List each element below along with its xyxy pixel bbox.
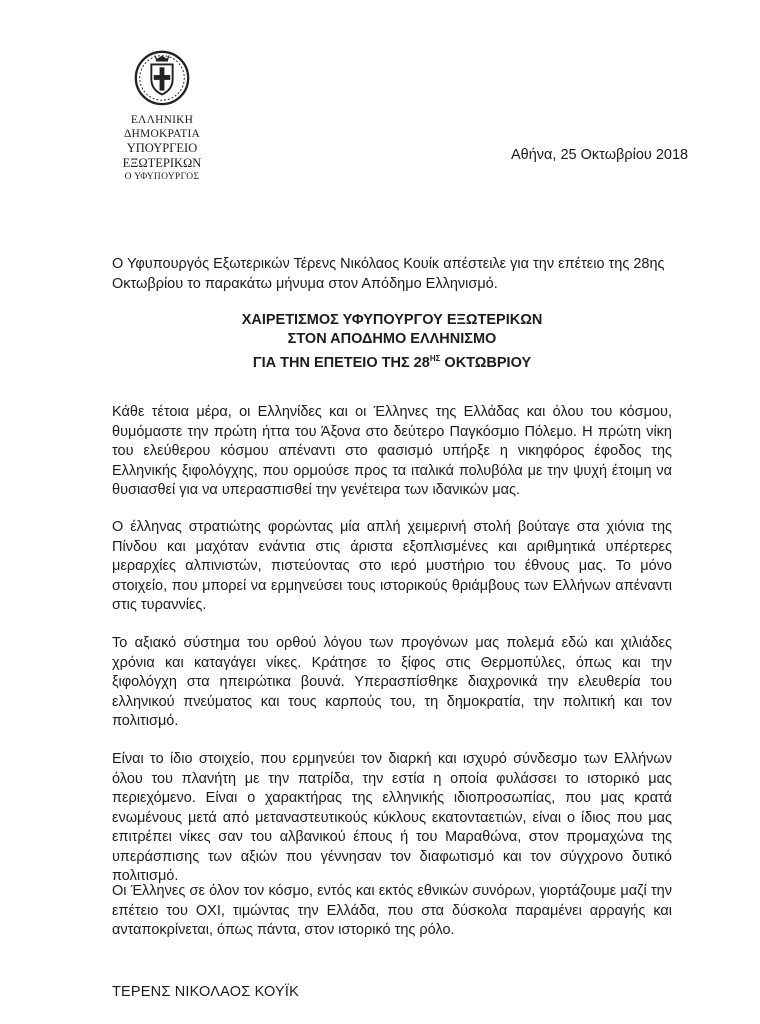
heading-line-2: ΣΤΟΝ ΑΠΟΔΗΜΟ ΕΛΛΗΝΙΣΜΟ <box>287 331 497 347</box>
body-paragraph-2: Ο έλληνας στρατιώτης φορώντας μία απλή χειμερινή στολή βούταγε στα χιόνια της Πίνδου και μαχόταν ενάντια στις άριστα εξοπλισμένες και αριθμητικά υπέρτερες μεραρχίες αλπινιστών, πιστεύοντας στο ιερό μυστήριο του έθνους μας. Το μόνο στοιχείο, που μπορεί να ερμηνεύσει τους ιστορικούς θριάμβους των Ελλήνων απέναντι στις τυραννίες. <box>112 519 672 613</box>
letterhead <box>96 46 228 184</box>
heading-month: ΟΚΤΩΒΡΙΟΥ <box>440 355 532 371</box>
letterhead-ministry: ΥΠΟΥΡΓΕΙΟ ΕΞΩΤΕΡΙΚΩΝ <box>122 141 202 170</box>
heading-line-1: ΧΑΙΡΕΤΙΣΜΟΣ ΥΦΥΠΟΥΡΓΟΥ ΕΞΩΤΕΡΙΚΩΝ <box>241 312 543 328</box>
letterhead-republic: ΕΛΛΗΝΙΚΗ ΔΗΜΟΚΡΑΤΙΑ <box>123 114 201 140</box>
greek-coat-of-arms-icon <box>131 46 193 108</box>
intro-paragraph: Ο Υφυπουργός Εξωτερικών Τέρενς Νικόλαος Κουίκ απέστειλε για την επέτειο της 28ης Οκτωβρίου το παρακάτω μήνυμα στον Απόδημο Ελληνισμό. <box>112 256 665 292</box>
body-paragraph-3: Το αξιακό σύστημα του ορθού λόγου των προγόνων μας πολεμά εδώ και χιλιάδες χρόνια και καταγάγει νίκες. Κράτησε το ξίφος στις Θερμοπύλες, όπως και την ξιφολόγχη στα ηπειρώτικα βουνά. Υπερασπίσθηκε διαχρονικά την ελευθερία του ελληνικού πνεύματος και τους καρπούς του, τη δημοκρατία, την πολιτική και τον πολιτισμό. <box>112 635 672 729</box>
body-paragraph-1: Κάθε τέτοια μέρα, οι Ελληνίδες και οι Έλληνες της Ελλάδας και όλου του κόσμου, θυμόμαστε την πρώτη ήττα του Άξονα στο δεύτερο Παγκόσμιο Πόλεμο. Η πρώτη νίκη του ελεύθερου κόσμου απέναντι στο φασισμό υπήρξε η νικηφόρος έφοδος της Ελληνικής ξιφολόγχης, που ορμούσε προς τα ιταλικά πολυβόλα με την ψυχή έτοιμη να θυσιασθεί για να υπερασπισθεί την γενέτειρα των ιδανικών μας. <box>112 404 672 498</box>
body-paragraph-4: Είναι το ίδιο στοιχείο, που ερμηνεύει τον διαρκή και ισχυρό σύνδεσμο των Ελλήνων όλου του πλανήτη με την πατρίδα, την εστία η οποία φυλάσσει το ιστορικό μας περιεχόμενο. Είναι ο χαρακτήρας της ελληνικής ιδιοπροσωπίας, που μας κρατά ενωμένους μετά από μεταναστευτικούς κύκλους εκατονταετιών, είναι ο ίδιος που μας επιτρέπει νίκες σαν του αλβανικού έπους ή του Μαραθώνα, στον προμαχώνα της υπεράσπισης των αξιών που γέννησαν τον διαφωτισμό και τον σύγχρονο δυτικό πολιτισμό. <box>112 751 672 884</box>
heading-line-3-text: ΓΙΑ ΤΗΝ ΕΠΕΤΕΙΟ ΤΗΣ 28 <box>252 355 430 371</box>
letter-date: Αθήνα, 25 Οκτωβρίου 2018 <box>511 147 689 163</box>
signature-name: ΤΕΡΕΝΣ ΝΙΚΟΛΑΟΣ ΚΟΥΪΚ <box>112 984 300 1000</box>
letterhead-office: Ο ΥΦΥΠΟΥΡΓΟΣ <box>124 172 200 182</box>
message-heading <box>112 311 672 373</box>
heading-line-3 <box>112 349 672 373</box>
heading-ordinal-suffix: ΗΣ <box>429 354 441 363</box>
body-paragraph-5: Οι Έλληνες σε όλον τον κόσμο, εντός και εκτός εθνικών συνόρων, γιορτάζουμε μαζί την επέτειο του ΟΧΙ, τιμώντας την Ελλάδα, που στα δύσκολα παραμένει αρραγής και ανταποκρίνεται, όπως πάντα, στον ιστορικό της ρόλο. <box>112 883 672 938</box>
